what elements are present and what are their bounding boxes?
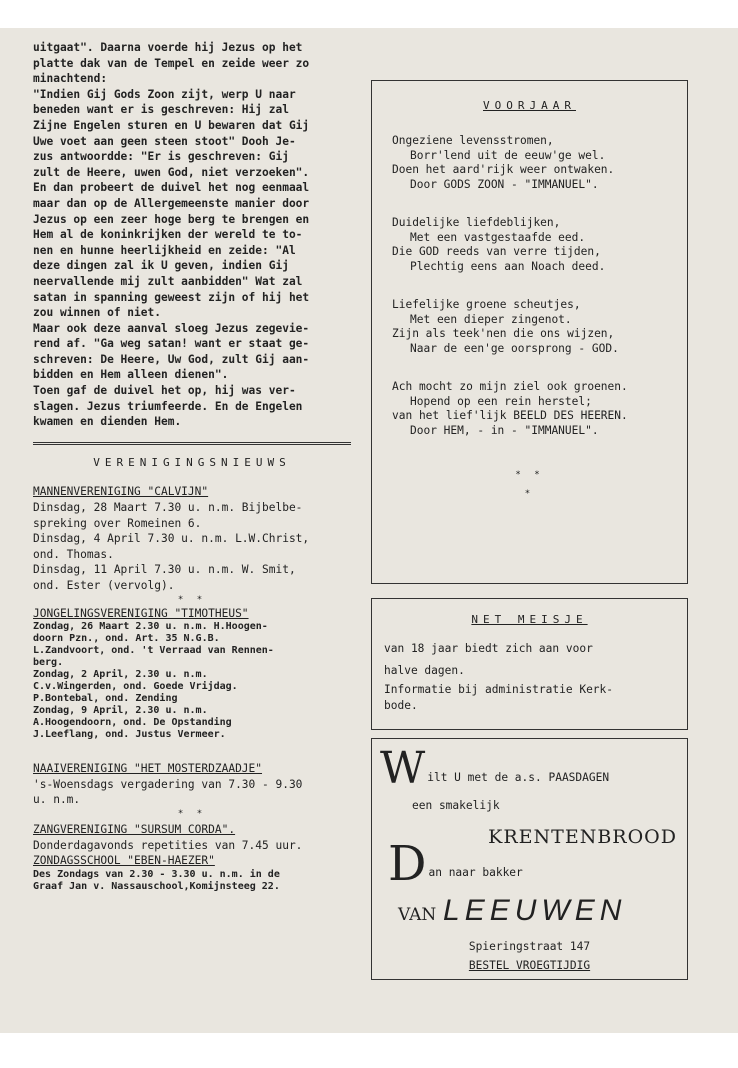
news-line: ond. Ester (vervolg). bbox=[33, 579, 175, 592]
article-line: platte dak van de Tempel en zeide weer zo bbox=[33, 56, 310, 70]
poem-line: Die GOD reeds van verre tijden, bbox=[392, 245, 601, 258]
poem-box bbox=[371, 80, 688, 584]
poem-stars: * * bbox=[515, 470, 544, 480]
left-column bbox=[33, 40, 351, 893]
news-line: L.Zandvoort, ond. 't Verraad van Rennen- bbox=[33, 645, 274, 657]
decorative-initial-w: W bbox=[380, 743, 426, 794]
article-line: Uwe voet aan geen steen stoot" Dooh Je- bbox=[33, 134, 296, 148]
bakery-text: an naar bakker bbox=[428, 866, 523, 879]
poem-line: Zijn als teek'nen die ons wijzen, bbox=[392, 327, 615, 340]
news-line: C.v.Wingerden, ond. Goede Vrijdag. bbox=[33, 681, 238, 693]
ad-line: Informatie bij administratie Kerk- bbox=[384, 683, 614, 696]
ad-girl-box bbox=[371, 598, 688, 730]
article-text bbox=[33, 40, 351, 430]
zondagsschool-title: ZONDAGSSCHOOL "EBEN-HAEZER" bbox=[33, 854, 215, 868]
news-line: ond. Thomas. bbox=[33, 547, 114, 561]
poem-line: Ach mocht zo mijn ziel ook groenen. bbox=[392, 380, 628, 393]
news-line: Donderdagavonds repetities van 7.45 uur. bbox=[33, 838, 303, 852]
naai-title: NAAIVERENIGING "HET MOSTERDZAADJE" bbox=[33, 762, 263, 776]
article-line: kwamen en dienden Hem. bbox=[33, 415, 182, 429]
section-divider bbox=[33, 442, 351, 445]
news-line: Dinsdag, 4 April 7.30 u. n.m. L.W.Christ, bbox=[33, 532, 310, 546]
article-line: bidden en Hem alleen dienen". bbox=[33, 368, 229, 382]
article-line: Hem al de koninkrijken der wereld te to- bbox=[33, 228, 303, 242]
separator-stars: * * bbox=[177, 808, 207, 819]
poem-line: Doen het aard'rijk weer ontwaken. bbox=[392, 163, 615, 176]
article-line: minachtend: bbox=[33, 72, 108, 86]
poem-line: Duidelijke liefdeblijken, bbox=[392, 216, 561, 229]
bakery-address: Spieringstraat 147 bbox=[468, 940, 591, 953]
news-line: doorn Pzn., ond. Art. 35 N.G.B. bbox=[33, 633, 220, 645]
poem-line: Plechtig eens aan Noach deed. bbox=[410, 259, 606, 273]
zondagsschool-text bbox=[33, 869, 351, 893]
article-line: rend af. "Ga weg satan! want er staat ge- bbox=[33, 337, 310, 351]
poem-line: Met een dieper zingenot. bbox=[410, 312, 572, 326]
news-heading: VERENIGINGSNIEUWS bbox=[93, 455, 291, 469]
article-line: Toen gaf de duivel het op, hij was ver- bbox=[33, 384, 296, 398]
poem-line: Borr'lend uit de eeuw'ge wel. bbox=[410, 148, 606, 162]
separator-stars: * * bbox=[177, 594, 207, 605]
bakery-name bbox=[372, 886, 687, 928]
article-line: En dan probeert de duivel het nog eenmaal bbox=[33, 181, 310, 195]
article-line: uitgaat". Daarna voerde hij Jezus op het bbox=[33, 41, 303, 54]
article-line: neervallende mij zult aanbidden" Wat zal bbox=[33, 274, 303, 288]
bakery-name-main: LEEUWEN bbox=[443, 894, 627, 927]
ad-girl-title: NET MEISJE bbox=[471, 613, 588, 626]
jongelings-schedule bbox=[33, 621, 351, 741]
article-line: Maar ook deze aanval sloeg Jezus zegevie- bbox=[33, 321, 310, 335]
news-line: Zondag, 26 Maart 2.30 u. n.m. H.Hoogen- bbox=[33, 621, 268, 633]
decorative-initial-d: D bbox=[388, 836, 427, 892]
article-line: zou winnen of niet. bbox=[33, 306, 161, 320]
poem-line: Door GODS ZOON - "IMMANUEL". bbox=[410, 177, 599, 191]
news-line: A.Hoogendoorn, ond. De Opstanding bbox=[33, 717, 232, 729]
article-line: zult de Heere, uwen God, niet verzoeken". bbox=[33, 165, 310, 179]
article-line: slagen. Jezus triumfeerde. En de Engelen bbox=[33, 399, 303, 413]
news-line: spreking over Romeinen 6. bbox=[33, 516, 202, 530]
article-line: zus antwoordde: "Er is geschreven: Gij bbox=[33, 150, 289, 164]
bakery-order: BESTEL VROEGTIJDIG bbox=[468, 959, 591, 972]
jongelings-title: JONGELINGSVERENIGING "TIMOTHEUS" bbox=[33, 606, 249, 620]
article-line: schreven: De Heere, Uw God, zult Gij aan- bbox=[33, 352, 310, 366]
article-line: Zijne Engelen sturen en U bewaren dat Gij bbox=[33, 118, 310, 132]
news-line: Des Zondags van 2.30 - 3.30 u. n.m. in de bbox=[33, 868, 280, 880]
ad-line: bode. bbox=[384, 699, 418, 712]
poem-line: Door HEM, - in - "IMMANUEL". bbox=[410, 423, 599, 437]
article-line: nen en hunne heerlijkheid en zeide: "Al bbox=[33, 243, 296, 257]
article-line: Jezus op een zeer hoge berg te brengen en bbox=[33, 212, 310, 226]
bakery-line1 bbox=[372, 739, 687, 794]
news-line: 's-Woensdags vergadering van 7.30 - 9.30 bbox=[33, 777, 303, 791]
poem-line: van het lief'lijk BEELD DES HEEREN. bbox=[392, 409, 628, 422]
poem-line: Met een vastgestaafde eed. bbox=[410, 230, 586, 244]
poem-stars: * bbox=[524, 488, 535, 499]
article-line: deze dingen zal ik U geven, indien Gij bbox=[33, 259, 289, 273]
news-line: P.Bontebal, ond. Zending bbox=[33, 693, 178, 705]
poem-line: Hopend op een rein herstel; bbox=[410, 394, 592, 408]
zang-title: ZANGVERENIGING "SURSUM CORDA". bbox=[33, 822, 236, 836]
poem-line: Liefelijke groene scheutjes, bbox=[392, 298, 581, 311]
news-line: Graaf Jan v. Nassauschool,Komijnsteeg 22. bbox=[33, 880, 280, 892]
bakery-product: KRENTENBROOD bbox=[488, 826, 677, 848]
ad-line: halve dagen. bbox=[384, 664, 465, 677]
ad-girl-text bbox=[372, 638, 687, 714]
news-line: Dinsdag, 11 April 7.30 u. n.m. W. Smit, bbox=[33, 563, 296, 577]
mannen-title: MANNENVERENIGING "CALVIJN" bbox=[33, 485, 209, 499]
news-line: berg. bbox=[33, 657, 64, 669]
poem-body bbox=[372, 134, 687, 438]
article-line: beneden want er is geschreven: Hij zal bbox=[33, 103, 289, 117]
article-line: maar dan op de Allergemeenste manier door bbox=[33, 196, 310, 210]
article-line: satan in spanning geweest zijn of hij het bbox=[33, 290, 310, 304]
bakery-line2: een smakelijk bbox=[412, 799, 500, 812]
ad-bakery-box bbox=[371, 738, 688, 980]
news-line: J.Leeflang, ond. Justus Vermeer. bbox=[33, 729, 226, 741]
news-line: u. n.m. bbox=[33, 793, 81, 807]
poem-line: Ongeziene levensstromen, bbox=[392, 134, 554, 147]
bakery-text: ilt U met de a.s. PAASDAGEN bbox=[427, 771, 610, 784]
poem-title: VOORJAAR bbox=[483, 99, 576, 112]
news-line: Zondag, 9 April, 2.30 u. n.m. bbox=[33, 705, 208, 717]
news-line: Dinsdag, 28 Maart 7.30 u. n.m. Bijbelbe- bbox=[33, 501, 303, 515]
poem-line: Naar de een'ge oorsprong - GOD. bbox=[410, 341, 619, 355]
bakery-name-prefix: VAN bbox=[398, 905, 437, 925]
news-line: Zondag, 2 April, 2.30 u. n.m. bbox=[33, 669, 208, 681]
ad-line: van 18 jaar biedt zich aan voor bbox=[384, 642, 593, 655]
article-line: "Indien Gij Gods Zoon zijt, werp U naar bbox=[33, 87, 296, 101]
